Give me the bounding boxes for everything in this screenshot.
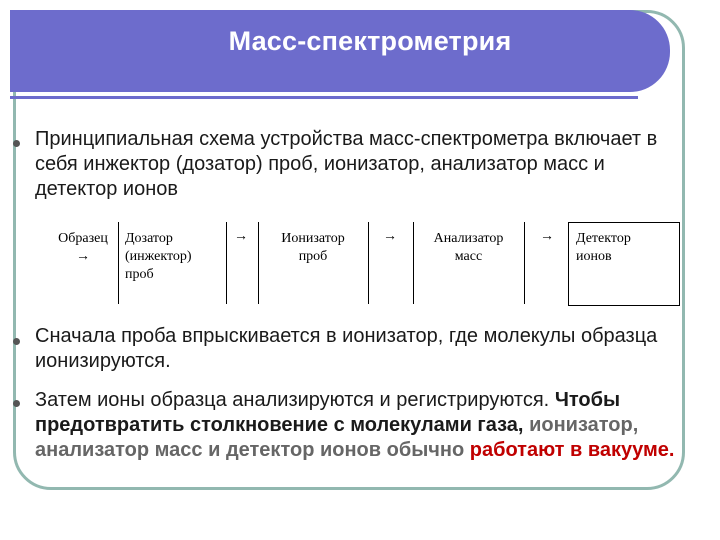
doser-left-border [118,222,119,304]
analyzer-label: Анализатор масс [433,231,504,264]
arrow-3: → [540,229,554,244]
title-underline [10,96,638,99]
bullet-dot [13,140,20,147]
arrow-2: → [383,229,397,244]
bullet-dot [13,338,20,345]
bullet-text-1: Принципиальная схема устройства масс-спектрометра включает в себя инжектор (дозатор) проб, ионизатор, анализатор масс и детектор ионов [35,128,658,200]
arrow-1: → [234,229,248,244]
bullet-text-3 [35,388,695,463]
analyzer-right-border [524,222,525,304]
bullet-dot [13,400,20,407]
sample-label: Образец → [58,231,108,264]
bullet-3-bold: Чтобы предотвратить столкновение с молекулами газа, [35,389,621,436]
bullet-3-red: работают в вакууме. [469,439,675,461]
bullet-3-gray: ионизатор, анализатор масс и детектор ионов обычно [35,414,639,461]
bullet-text-2: Сначала проба впрыскивается в ионизатор, где молекулы образца ионизируются. [35,325,658,372]
bullet-3-plain: Затем ионы образца анализируются и регистрируются. [35,389,550,411]
slide-title: Масс-спектрометрия [228,26,512,56]
ionizer-right-border [368,222,369,304]
doser-right-border [226,222,227,304]
ionizer-label: Ионизатор проб [281,231,345,264]
doser-label: Дозатор (инжектор) проб [125,231,192,282]
detector-label: Детектор ионов [576,231,631,264]
